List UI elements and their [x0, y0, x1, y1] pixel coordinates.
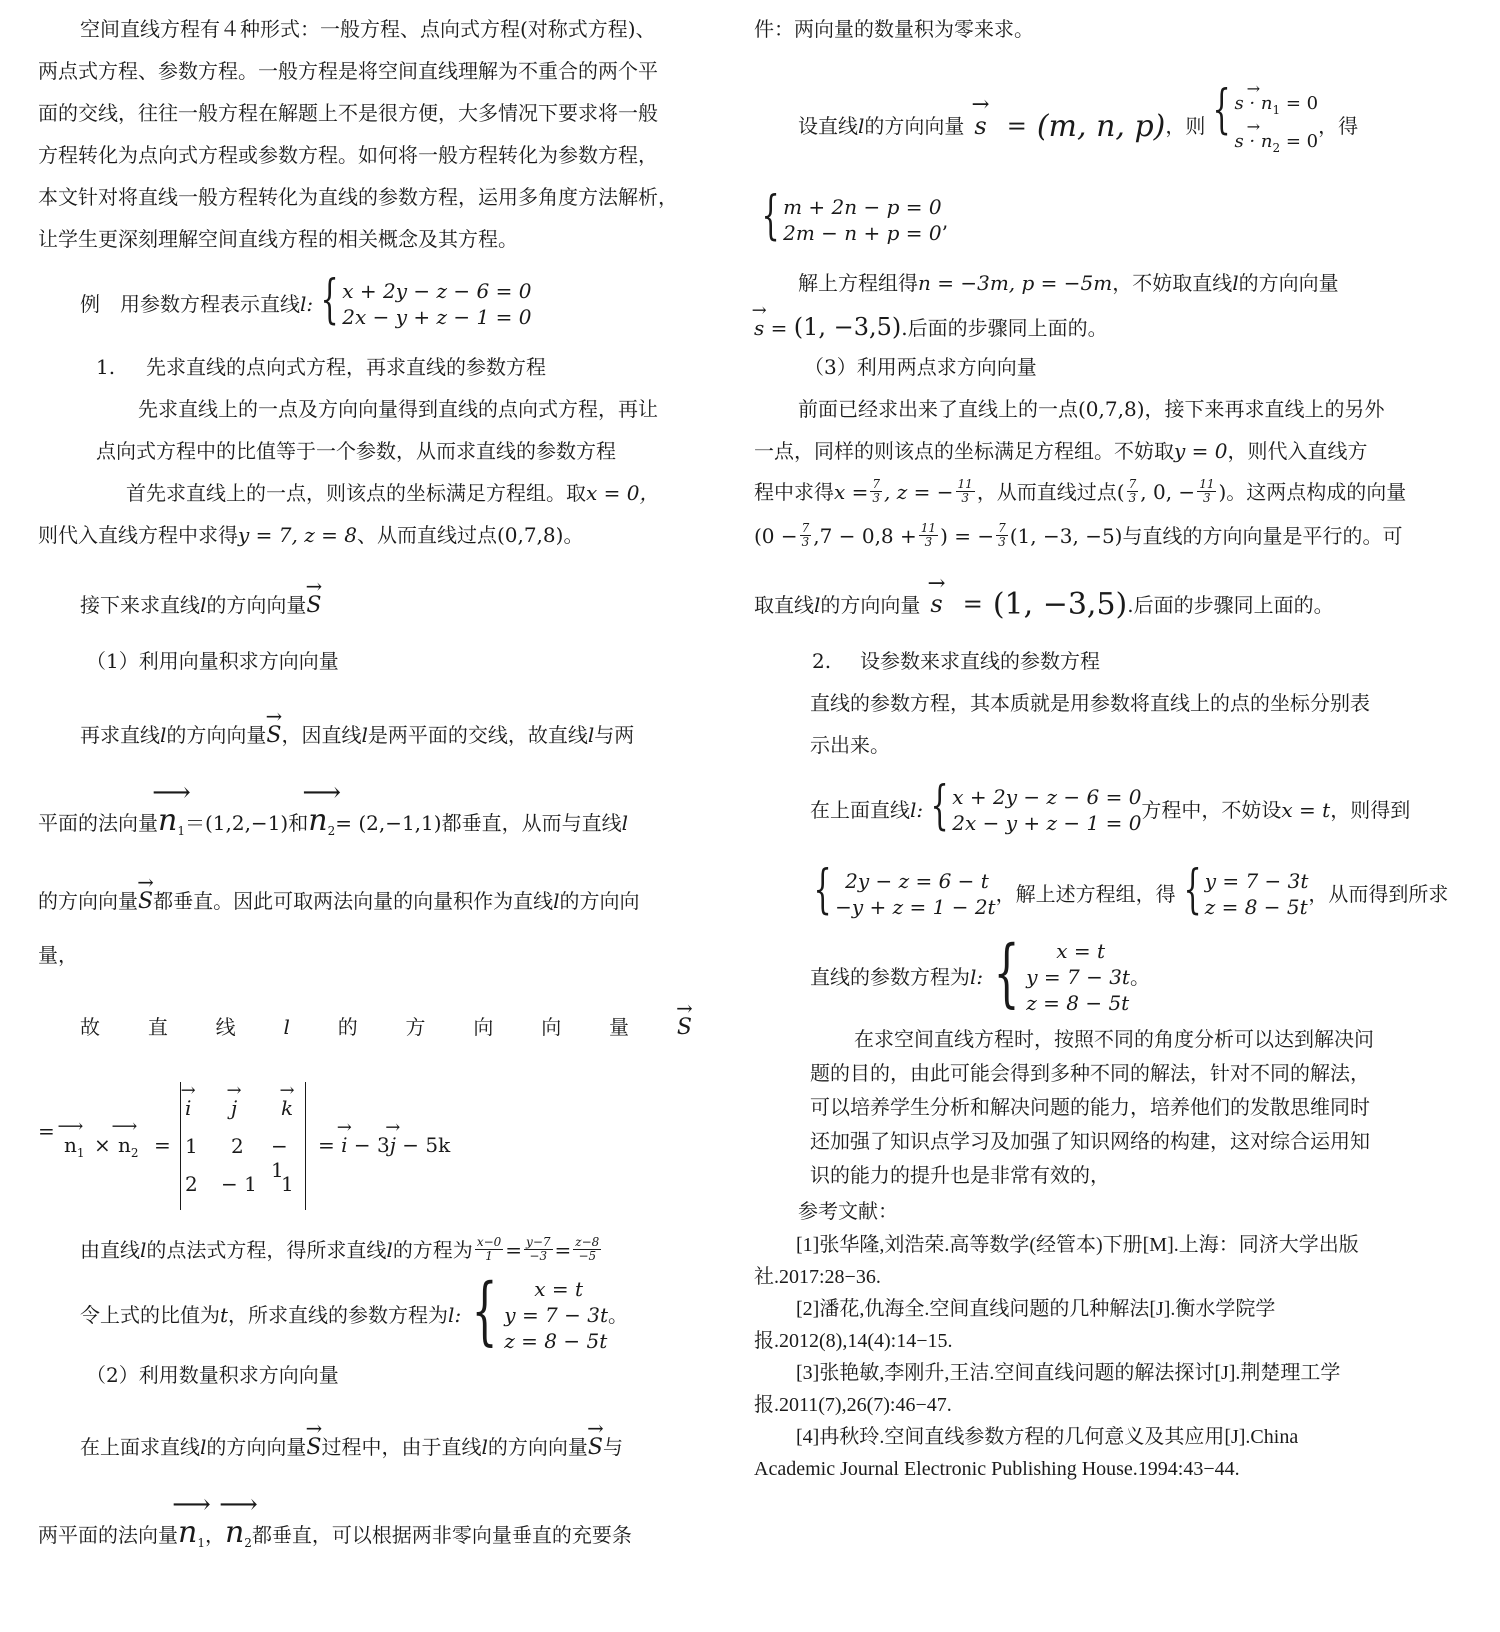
r2-sys1-sub: 1	[1272, 103, 1281, 117]
spread-char: 直	[147, 1015, 168, 1039]
det-result-i: → i	[341, 1134, 347, 1156]
det-cell: − 1	[221, 1172, 257, 1196]
conclusion-line-1: 在求空间直线方程时，按照不同的角度分析可以达到解决问	[854, 1027, 1374, 1051]
para4-text-b: ＝(1,2,−1)和	[184, 811, 309, 835]
r15-system	[983, 930, 1150, 1016]
det-result	[318, 1134, 450, 1156]
fraction	[919, 522, 938, 549]
r15-text-a: 直线的参数方程为	[810, 965, 970, 989]
frac-num: 7	[801, 521, 810, 535]
reference-3: [3]张艳敏,李刚升,王洁.空间直线问题的解法探讨[J].荆楚理工学	[796, 1362, 1341, 1384]
r-line-7	[754, 440, 1368, 462]
r10-value: (1, −3,5)	[992, 587, 1128, 622]
para9-text-b: 的方向向量	[206, 1435, 307, 1459]
frac-den: −3	[529, 1249, 548, 1263]
para8-text-c: ，所求直线的参数方程为	[228, 1303, 449, 1327]
intro-line-5: 本文针对将直线一般方程转化为直线的参数方程，运用多角度方法解析，	[38, 185, 678, 209]
det-n2	[118, 1134, 139, 1160]
para3-line	[80, 724, 634, 748]
section-1-number: 1.	[96, 355, 116, 379]
r14-eq-1: 2y − z = 6 − t	[845, 869, 989, 893]
spread-char: l	[283, 1015, 290, 1039]
var-l: l	[858, 114, 865, 138]
fraction	[870, 478, 882, 505]
spread-char: 故	[80, 1015, 100, 1039]
r3-system	[754, 186, 948, 246]
r2-sys2-sub: 2	[1272, 141, 1281, 155]
para2-math-b: y = 7, z = 8	[238, 523, 357, 547]
fraction	[800, 522, 812, 549]
reference-1-cont: 社.2017:28−36.	[754, 1266, 881, 1288]
para5-line	[38, 890, 639, 914]
section-1-title: 先求直线的点向式方程，再求直线的参数方程	[146, 355, 546, 379]
para10-line	[38, 1516, 632, 1550]
det-n1	[64, 1134, 85, 1160]
r14-eq-4: z = 8 − 5t	[1204, 895, 1308, 919]
frac-num: 7	[1128, 477, 1137, 491]
r-line-14	[806, 860, 1449, 920]
r15-eq-1: x = t	[1056, 939, 1106, 963]
example-eq-1: x + 2y − z − 6 = 0	[342, 279, 532, 303]
r3-eq-2: 2m − n + p = 0	[783, 221, 942, 245]
r10-text-b: 的方向向量	[820, 592, 921, 617]
conclusion-line-5: 识的能力的提升也是非常有效的，	[810, 1163, 1110, 1187]
frac-den: 3	[872, 491, 881, 505]
para3-text-d: 是两平面的交线，故直线	[367, 723, 588, 747]
r-line-4	[798, 272, 1339, 294]
vector-s: → S	[306, 1436, 321, 1460]
r15-l: l:	[970, 965, 984, 989]
r13-system	[923, 776, 1142, 836]
subsection-1: （1）利用向量积求方向向量	[86, 649, 339, 673]
r10-text-a: 取直线	[754, 592, 814, 617]
intro-line-4: 方程转化为点向式方程或参数方程。如何将一般方程转化为参数方程，	[38, 143, 658, 167]
det-prefix: =	[38, 1119, 55, 1143]
r13-text-b: 方程中，不妨设	[1141, 798, 1282, 822]
para5-text-b: 都垂直。因此可取两法向量的向量积作为直线	[153, 889, 554, 913]
vector-s: → S	[677, 1016, 692, 1040]
fraction	[1197, 478, 1216, 505]
example-line-var: l:	[300, 292, 314, 316]
n1-subscript: 1	[177, 824, 185, 838]
fraction-z	[573, 1236, 601, 1263]
para1-line-2: 点向式方程中的比值等于一个参数，从而求直线的参数方程	[96, 439, 616, 463]
para9-text-a: 在上面求直线	[80, 1435, 200, 1459]
det-cell: − 1	[271, 1134, 288, 1182]
r5-value: (1, −3,5)	[793, 313, 902, 341]
para10-text-a: 两平面的法向量	[38, 1523, 178, 1547]
r14-eq-2: −y + z = 1 − 2t	[835, 895, 996, 919]
para7-text-c: 的方程为	[392, 1237, 473, 1262]
r2-sys1-eq: = 0	[1285, 93, 1319, 114]
reference-3-cont: 报.2011(7),26(7):46−47.	[754, 1394, 952, 1416]
var-l: l	[621, 811, 628, 835]
n2-subscript: 2	[244, 1536, 252, 1550]
det-result-j: → j	[390, 1134, 396, 1156]
frac-den: 3	[801, 535, 810, 549]
frac-den: −5	[578, 1249, 597, 1263]
determinant	[180, 1082, 306, 1210]
left-brace-icon: {	[813, 860, 832, 920]
para3-text-a: 再求直线	[80, 723, 160, 747]
frac-num: z−8	[575, 1235, 600, 1249]
r13-l: l:	[910, 798, 924, 822]
det-cell: 1	[281, 1172, 294, 1196]
var-l: l	[553, 889, 560, 913]
r7-text-a: 一点，同样的则该点的坐标满足方程组。不妨取	[754, 439, 1174, 463]
det-cell: 2	[185, 1172, 198, 1196]
r13-math: x = t	[1281, 798, 1331, 822]
det-times: ×	[94, 1133, 111, 1157]
para4-line	[38, 804, 628, 838]
example-eq-2: 2x − y + z − 1 = 0	[342, 305, 532, 329]
r7-math: y = 0	[1174, 439, 1228, 463]
n1-symbol: n	[178, 1515, 198, 1550]
spread-char: 量	[609, 1015, 630, 1039]
r13-text-a: 在上面直线	[810, 798, 910, 822]
para9-line	[80, 1436, 623, 1460]
r-line-12: 示出来。	[810, 733, 890, 757]
n1-subscript: 1	[197, 1536, 205, 1550]
det-n1-subscript: 1	[76, 1146, 85, 1160]
r-line-13	[810, 776, 1411, 836]
r2-text-c: ，则	[1165, 114, 1206, 138]
reference-2: [2]潘花,仇海全.空间直线问题的几种解法[J].衡水学院学	[796, 1298, 1276, 1320]
r2-text-b: 的方向向量	[864, 114, 965, 138]
fraction-x	[475, 1236, 503, 1263]
det-cell: 1	[185, 1134, 198, 1158]
r-line-9	[754, 522, 1402, 549]
var-l: l	[200, 1435, 207, 1459]
r2-sys2-eq: = 0	[1285, 131, 1319, 152]
r8-text-d: ，从而直线过点(	[976, 479, 1125, 504]
intro-line-6: 让学生更深刻理解空间直线方程的相关概念及其方程。	[38, 227, 518, 251]
example-statement	[80, 270, 532, 330]
para7-text-a: 由直线	[80, 1237, 140, 1262]
next-text-a: 接下来求直线	[80, 593, 200, 617]
vector-s: → S	[266, 724, 281, 748]
next-step-line	[80, 594, 321, 618]
param-eq-1: x = t	[534, 1277, 584, 1301]
r-line-3	[754, 186, 948, 246]
r-line-5	[754, 314, 1108, 340]
r8-text-e: , 0, −	[1140, 479, 1196, 504]
r4-text-d: 的方向向量	[1238, 271, 1339, 295]
spread-char: 的	[337, 1015, 358, 1039]
fraction	[996, 522, 1008, 549]
references-title: 参考文献：	[798, 1199, 898, 1223]
example-system	[313, 270, 532, 330]
example-label: 例 用参数方程表示直线	[80, 292, 300, 316]
para9-text-c: 过程中，由于直线	[321, 1435, 482, 1459]
r2-mnp: (m, n, p)	[1036, 108, 1166, 144]
r-line-2	[798, 80, 1359, 164]
r9-text-b: ,7 − 0,8 +	[813, 523, 917, 548]
frac-den: 3	[1128, 491, 1137, 505]
para7-text-b: 的点法式方程，得所求直线	[146, 1237, 387, 1262]
para3-text-e: 与两	[594, 723, 635, 747]
var-l: l	[160, 723, 167, 747]
spread-char: 线	[215, 1015, 236, 1039]
var-l: l	[386, 1237, 393, 1262]
r-line-8	[754, 478, 1406, 505]
para2-math-a: x = 0，	[586, 481, 660, 505]
r-line-10	[754, 588, 1334, 621]
det-cell: 2	[231, 1134, 244, 1158]
param-l: l:	[448, 1303, 462, 1327]
para10-text-b: 都垂直，可以根据两非零向量垂直的充要条	[251, 1523, 632, 1547]
var-l: l	[140, 1237, 147, 1262]
r3-end: ’	[941, 221, 948, 245]
r3-eq-1: m + 2n − p = 0	[783, 195, 942, 219]
r5-equals: =	[770, 316, 788, 340]
param-eq-2-end: 。	[608, 1303, 629, 1327]
r14-text-b: ，从而得到所求	[1308, 882, 1449, 906]
spread-char: 方	[405, 1015, 426, 1039]
reference-4: [4]冉秋玲.空间直线参数方程的几何意义及其应用[J].China	[796, 1426, 1299, 1448]
det-result-eq: =	[318, 1133, 335, 1157]
r8-math-b: x =	[834, 479, 869, 504]
para5-text-a: 的方向向量	[38, 889, 138, 913]
r10-end: .后面的步骤同上面的。	[1127, 592, 1334, 617]
left-brace-icon: {	[1183, 860, 1202, 920]
reference-4-cont: Academic Journal Electronic Publishing House.1994:43−44.	[754, 1458, 1240, 1480]
r13-eq-2: 2x − y + z − 1 = 0	[952, 811, 1142, 835]
vector-s: → S	[306, 594, 321, 618]
spread-line	[80, 1016, 692, 1040]
para2-text-b: 则代入直线方程中求得	[38, 523, 238, 547]
r14-system-2	[1176, 860, 1309, 920]
r2-text-d: ，得	[1318, 114, 1359, 138]
fraction	[956, 478, 975, 505]
vector-s: → S	[588, 1436, 603, 1460]
section-2-title: 设参数来求直线的参数方程	[860, 649, 1100, 673]
det-n2-symbol: ⟶ n	[118, 1134, 131, 1156]
normal-vector-n1	[158, 804, 185, 838]
param-system	[461, 1268, 629, 1354]
r-line-15	[810, 930, 1150, 1016]
r14-text-a: ，解上述方程组，得	[995, 882, 1176, 906]
para2-line-2	[38, 524, 583, 546]
frac-den: 1	[485, 1249, 493, 1263]
next-text-c: 的方向向量	[206, 593, 307, 617]
para7-line: 由直线 l 的点法式方程，得所求直线 l 的方程为 $\frac{x-0}{1}$ = $\frac{y-7}{-3}$ = $\frac{z-8}{-5}$	[80, 1235, 600, 1263]
vector-s: → s	[974, 113, 986, 139]
normal-vector-n2	[225, 1516, 252, 1550]
spread-char: 向	[541, 1015, 562, 1039]
r7-text-c: ，则代入直线方	[1227, 439, 1368, 463]
det-cell: → k	[281, 1096, 293, 1120]
r4-text-c: ，不妨取直线	[1112, 271, 1233, 295]
fraction-y	[524, 1236, 552, 1263]
para8-var-t: t	[220, 1303, 229, 1327]
para2-text-a: 首先求直线上的一点，则该点的坐标满足方程组。取	[126, 481, 586, 505]
frac-num: 7	[998, 521, 1006, 535]
var-l: l	[481, 1435, 488, 1459]
para2-text-c: 、从而直线过点(0,7,8)。	[356, 523, 584, 547]
frac-num: 11	[957, 477, 973, 491]
para4-text-a: 平面的法向量	[38, 811, 158, 835]
para9-text-e: 与	[602, 1435, 623, 1459]
para8-line	[80, 1268, 629, 1354]
left-brace-icon: {	[761, 186, 780, 246]
para4-text-c: = (2,−1,1)都垂直，从而与直线	[335, 811, 622, 835]
frac-den: 3	[961, 491, 969, 505]
det-equals: =	[154, 1133, 171, 1157]
left-brace-icon: {	[993, 930, 1020, 1016]
vector-s: → S	[138, 890, 153, 914]
r2-sys1: → s · n	[1234, 88, 1272, 120]
frac-den: 3	[998, 535, 1006, 549]
r8-math-c: , z = −	[884, 479, 954, 504]
conclusion-line-3: 可以培养学生分析和解决问题的能力，培养他们的发散思维同时	[810, 1095, 1370, 1119]
left-brace-icon: {	[930, 776, 949, 836]
r9-text-d: (1, −3, −5)与直线的方向向量是平行的。可	[1009, 523, 1403, 548]
n2-symbol: n	[224, 1515, 245, 1550]
r2-sys2: → s · n	[1234, 126, 1272, 158]
subsection-2: （2）利用数量积求方向向量	[86, 1363, 339, 1387]
r-line-1: 件：两向量的数量积为零来求。	[754, 17, 1034, 41]
frac-num: y−7	[526, 1235, 551, 1249]
r2-system	[1205, 80, 1319, 164]
r-line-11: 直线的参数方程，其本质就是用参数将直线上的点的坐标分别表	[810, 691, 1370, 715]
normal-vector-n2	[308, 804, 335, 838]
next-var-l: l	[200, 593, 207, 617]
vector-s: → s	[930, 591, 942, 617]
r-line-6: 前面已经求出来了直线上的一点(0,7,8)，接下来再求直线上的另外	[798, 397, 1385, 421]
n1-symbol: n	[158, 803, 178, 838]
normal-vector-n1	[178, 1516, 205, 1550]
r4-text-a: 解上方程组得	[798, 271, 918, 295]
det-n2-subscript: 2	[130, 1146, 139, 1160]
subsection-3: （3）利用两点求方向向量	[804, 355, 1037, 379]
reference-2-cont: 报.2012(8),14(4):14−15.	[754, 1330, 953, 1352]
det-n1-symbol: ⟶ n	[64, 1134, 77, 1156]
para10-comma: ，	[204, 1523, 225, 1547]
vector-s: → s	[754, 317, 764, 339]
param-eq-3: z = 8 − 5t	[504, 1329, 608, 1353]
r8-text-g: )。这两点构成的向量	[1218, 479, 1407, 504]
intro-line-3: 面的交线，往往一般方程在解题上不是很方便，大多情况下要求将一般	[38, 101, 658, 125]
fraction	[1127, 478, 1139, 505]
det-result-b: − 3	[353, 1133, 390, 1157]
n2-symbol: n	[308, 803, 328, 838]
frac-num: 11	[920, 521, 937, 535]
r2-equals: =	[1006, 111, 1027, 140]
frac-num: 11	[1199, 477, 1215, 491]
r5-end: .后面的步骤同上面的。	[901, 316, 1108, 340]
r9-text-a: (0 −	[754, 523, 798, 548]
r4-math: n = −3m, p = −5m	[918, 271, 1113, 295]
para3-text-c: ，因直线	[281, 723, 362, 747]
r13-text-d: ，则得到	[1330, 798, 1411, 822]
det-cell: → i	[185, 1096, 191, 1120]
reference-1: [1]张华隆,刘浩荣.高等数学(经管本)下册[M].上海：同济大学出版	[796, 1234, 1359, 1256]
det-cell: → j	[231, 1096, 237, 1120]
left-brace-icon: {	[320, 270, 339, 330]
det-result-c: − 5k	[402, 1133, 451, 1157]
section-2-number: 2.	[812, 649, 832, 673]
left-brace-icon: {	[471, 1268, 498, 1354]
para2-line-1	[126, 482, 659, 504]
frac-den: 3	[1203, 491, 1211, 505]
para8-text-a: 令上式的比值为	[80, 1303, 220, 1327]
left-brace-icon: {	[1212, 80, 1232, 140]
para1-line-1: 先求直线上的一点及方向向量得到直线的点向式方程，再让	[138, 397, 658, 421]
r9-text-c: ) = −	[940, 523, 995, 548]
r15-eq-2: y = 7 − 3t	[1026, 965, 1130, 989]
var-l: l	[587, 723, 595, 747]
para5-text-c: 的方向向	[559, 889, 640, 913]
n2-subscript: 2	[327, 824, 336, 838]
r15-end: 。	[1129, 965, 1150, 989]
var-l: l	[814, 592, 821, 617]
r14-eq-3: y = 7 − 3t	[1204, 869, 1309, 893]
conclusion-line-2: 题的目的，由此可能会得到多种不同的解法，针对不同的解法，	[810, 1061, 1370, 1085]
r15-eq-3: z = 8 − 5t	[1026, 991, 1130, 1015]
var-l: l	[1232, 271, 1239, 295]
intro-line-1: 空间直线方程有４种形式：一般方程、点向式方程(对称式方程)、	[80, 17, 656, 41]
frac-num: 7	[872, 477, 881, 491]
r10-equals: =	[962, 590, 983, 619]
para9-text-d: 的方向向量	[487, 1435, 588, 1459]
param-eq-2: y = 7 − 3t	[504, 1303, 609, 1327]
var-l: l	[361, 723, 368, 747]
spread-char: 向	[473, 1015, 494, 1039]
r13-eq-1: x + 2y − z − 6 = 0	[952, 785, 1142, 809]
para3-text-b: 的方向向量	[166, 723, 267, 747]
conclusion-line-4: 还加强了知识点学习及加强了知识网络的构建，这对综合运用知	[810, 1129, 1370, 1153]
frac-den: 3	[924, 535, 933, 549]
intro-line-2: 两点式方程、参数方程。一般方程是将空间直线理解为不重合的两个平	[38, 59, 658, 83]
r8-text-a: 程中求得	[754, 479, 834, 504]
frac-num: x−0	[476, 1235, 502, 1249]
r14-system-1	[806, 860, 996, 920]
para6-line: 量，	[38, 943, 78, 967]
r2-text-a: 设直线	[798, 114, 858, 138]
